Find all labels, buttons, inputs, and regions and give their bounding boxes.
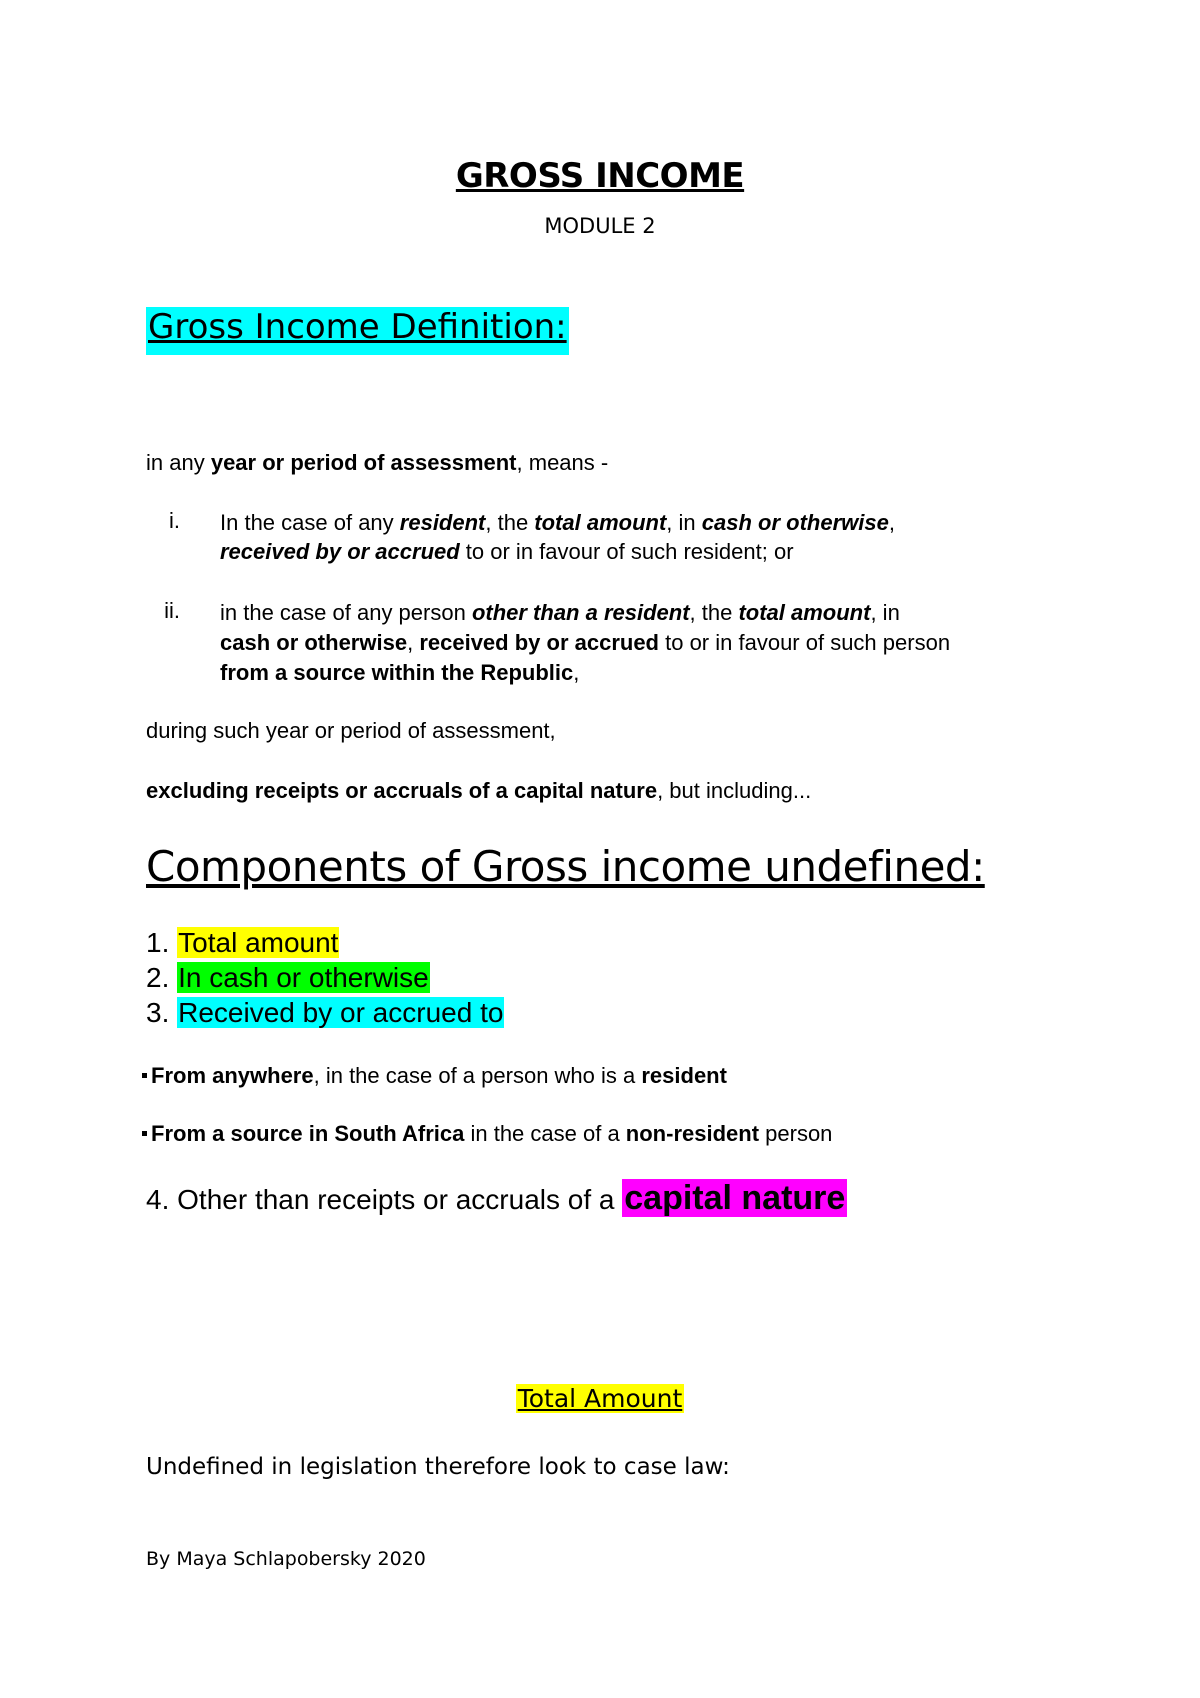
- component-number: 4.: [146, 1184, 178, 1215]
- component-label: In cash or otherwise: [178, 962, 429, 993]
- bullet-text: person: [759, 1121, 833, 1146]
- item-i-total-amount: total amount: [534, 510, 667, 535]
- item-i-resident: resident: [399, 510, 486, 535]
- item-ii-line-3: [220, 658, 579, 688]
- total-amount-heading: [0, 1384, 1200, 1413]
- item-i-line-1: [220, 508, 895, 538]
- item-i-text: ,: [888, 510, 895, 535]
- item-i-text: to or in favour of such resident; or: [459, 539, 794, 564]
- component-item-4: [146, 1176, 847, 1222]
- bullet-bold: From anywhere: [151, 1063, 314, 1088]
- bullet-icon: [142, 1131, 147, 1136]
- total-amount-text: Undefined in legislation therefore look to case law:: [146, 1454, 730, 1480]
- definition-excluding: [146, 776, 811, 806]
- excluding-bold: excluding receipts or accruals of a capital nature: [146, 778, 658, 803]
- components-heading: Components of Gross income undefined:: [146, 842, 985, 891]
- bullet-text: , in the case of a person who is a: [313, 1063, 642, 1088]
- item-i-received: received by or accrued: [220, 539, 460, 564]
- bullet-bold: non-resident: [625, 1121, 760, 1146]
- item-ii-cash: cash or otherwise: [220, 630, 408, 655]
- bullet-text: in the case of a: [464, 1121, 626, 1146]
- item-ii-line-1: [220, 598, 900, 628]
- intro-text-2: , means -: [516, 450, 609, 475]
- component-item-1: [146, 926, 339, 960]
- intro-bold: year or period of assessment: [210, 450, 517, 475]
- item-ii-source: from a source within the Republic: [220, 660, 574, 685]
- component-number: 3.: [146, 997, 178, 1028]
- component-number: 2.: [146, 962, 178, 993]
- bullet-bold: From a source in South Africa: [151, 1121, 465, 1146]
- intro-text-1: in any: [146, 450, 211, 475]
- item-ii-number: ii.: [164, 598, 180, 623]
- document-subtitle: MODULE 2: [544, 214, 656, 238]
- footer-author: By Maya Schlapobersky 2020: [146, 1548, 426, 1570]
- item-i-line-2: [220, 537, 794, 567]
- item-ii-line-2: [220, 628, 950, 658]
- item-ii-text: in the case of any person: [220, 600, 472, 625]
- component-label: Total amount: [178, 927, 339, 958]
- component-number: 1.: [146, 927, 178, 958]
- item-i-number: i.: [169, 508, 180, 533]
- item-ii-text: to or in favour of such person: [659, 630, 951, 655]
- item-ii-other: other than a resident: [471, 600, 690, 625]
- definition-during: during such year or period of assessment,: [146, 718, 556, 743]
- bullet-icon: [142, 1073, 147, 1078]
- definition-heading-text: Gross Income Definition:: [146, 307, 569, 355]
- bullet-bold: resident: [641, 1063, 727, 1088]
- excluding-text: , but including...: [657, 778, 812, 803]
- bullet-anywhere: [142, 1061, 727, 1091]
- component-item-3: [146, 996, 504, 1030]
- item-i-text: , the: [485, 510, 535, 535]
- component-label: Received by or accrued to: [178, 997, 504, 1028]
- total-amount-heading-text: Total Amount: [517, 1384, 683, 1413]
- component-item-2: [146, 961, 430, 995]
- definition-heading: [146, 298, 569, 360]
- capital-nature-highlight: capital nature: [624, 1179, 846, 1217]
- bullet-south-africa: [142, 1119, 832, 1149]
- component-label: Other than receipts or accruals of a: [177, 1184, 623, 1215]
- item-ii-text: , the: [689, 600, 739, 625]
- item-i-cash: cash or otherwise: [701, 510, 889, 535]
- item-ii-text: ,: [573, 660, 580, 685]
- item-ii-text: , in: [870, 600, 900, 625]
- definition-intro: [146, 448, 608, 478]
- document-title: GROSS INCOME: [455, 156, 745, 196]
- item-i-text: , in: [666, 510, 702, 535]
- item-ii-received: received by or accrued: [419, 630, 659, 655]
- item-i-text: In the case of any: [220, 510, 400, 535]
- item-ii-text: ,: [407, 630, 420, 655]
- item-ii-total-amount: total amount: [738, 600, 871, 625]
